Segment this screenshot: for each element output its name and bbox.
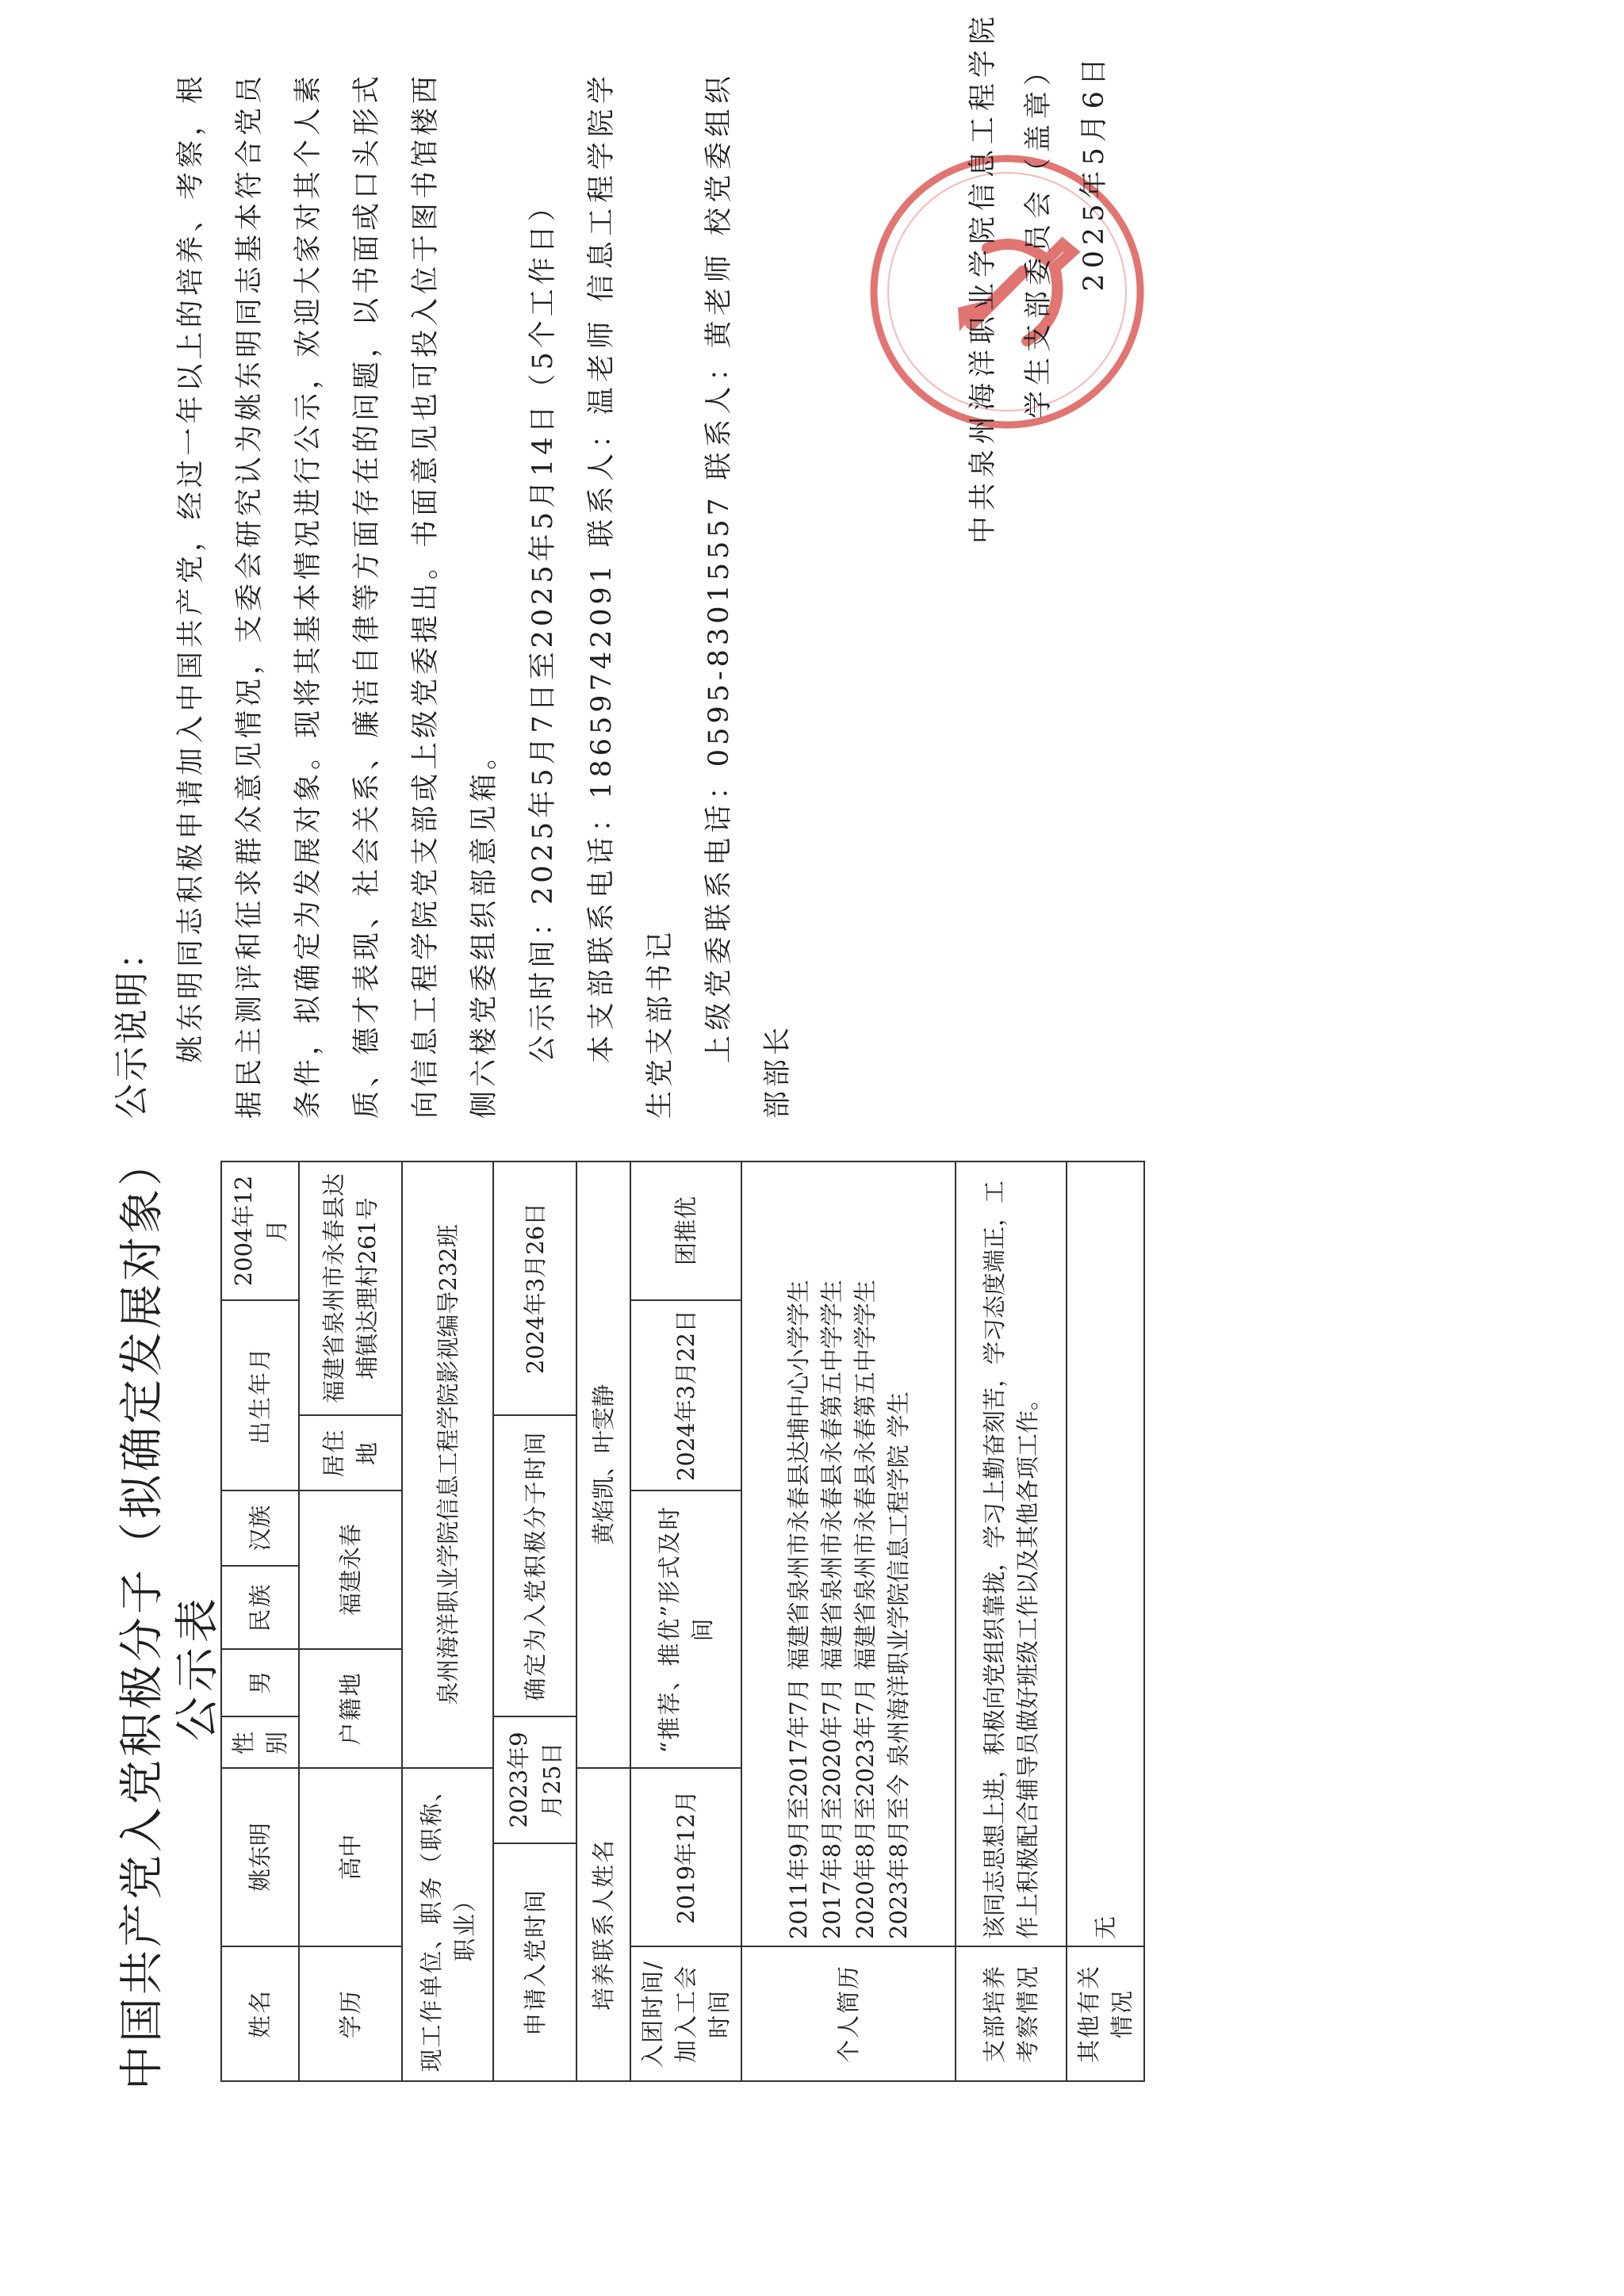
hukou-label: 户籍地 bbox=[299, 1649, 402, 1768]
table-row bbox=[493, 1161, 576, 2081]
gender-label: 性别 bbox=[221, 1716, 299, 1768]
table-row bbox=[956, 1161, 1067, 2081]
upper-contact: 上级党委联系电话：0595-83015557 联系人：黄老师 校党委组织部部长 bbox=[703, 72, 794, 1119]
resume-line: 2020年8月至2023年7月 福建省泉州市永春县永春第五中学学生 bbox=[852, 1280, 879, 1939]
education-value: 高中 bbox=[299, 1768, 402, 1946]
recommend-label: “推荐、推优”形式及时间 bbox=[630, 1490, 741, 1768]
signature-committee: 学生支部委员会（盖章） bbox=[1023, 52, 1055, 419]
name-label: 姓名 bbox=[221, 1946, 299, 2081]
resume-line: 2017年8月至2020年7月 福建省泉州市永春县永春第五中学学生 bbox=[818, 1280, 846, 1939]
training-value: 该同志思想上进，积极向党组织靠拢，学习上勤奋刻苦，学习态度端正，工作上积极配合辅导员做好班级工作以及其他各项工作。 bbox=[956, 1161, 1067, 1946]
residence-label: 居住地 bbox=[299, 1415, 402, 1490]
resume-line: 2011年9月至2017年7月 福建省泉州市永春县达埔中心小学学生 bbox=[785, 1280, 813, 1939]
branch-contact: 本支部联系电话：18659742091 联系人：温老师 信息工程学院学生党支部书记 bbox=[586, 72, 676, 1119]
activist-time-label: 确定为入党积极分子时间 bbox=[493, 1415, 576, 1716]
resume-line: 2023年8月至今 泉州海洋职业学院信息工程学院 学生 bbox=[885, 1391, 913, 1939]
table-row bbox=[741, 1161, 956, 2081]
birth-value: 2004年12月 bbox=[221, 1161, 299, 1300]
notice-section bbox=[103, 72, 807, 1119]
table-row bbox=[299, 1161, 402, 2081]
table-row bbox=[630, 1161, 741, 2081]
notice-title: 公示说明： bbox=[112, 932, 152, 1119]
apply-time-value: 2023年9月25日 bbox=[493, 1716, 576, 1843]
table-row bbox=[1067, 1161, 1144, 2081]
ethnicity-label: 民族 bbox=[221, 1566, 299, 1649]
name-value: 姚东明 bbox=[221, 1768, 299, 1946]
ethnicity-value: 汉族 bbox=[221, 1490, 299, 1566]
page-subtitle: 公示表 bbox=[172, 1594, 224, 1741]
work-label: 现工作单位、职务（职称、职业） bbox=[402, 1768, 493, 2081]
page-title: 中国共产党入党积极分子（拟确定发展对象） bbox=[117, 1138, 168, 2090]
signature-date: 2025年5月6日 bbox=[1078, 52, 1110, 292]
table-row bbox=[402, 1161, 493, 2081]
recommend-type: 团推优 bbox=[630, 1161, 741, 1300]
other-label: 其他有关情况 bbox=[1067, 1946, 1144, 2081]
birth-label: 出生年月 bbox=[221, 1300, 299, 1490]
education-label: 学历 bbox=[299, 1946, 402, 2081]
activist-time-value: 2024年3月26日 bbox=[493, 1161, 576, 1415]
apply-time-label: 申请入党时间 bbox=[493, 1843, 576, 2081]
recommend-date: 2024年3月22日 bbox=[630, 1300, 741, 1490]
training-label: 支部培养考察情况 bbox=[956, 1946, 1067, 2081]
notice-body: 姚东明同志积极申请加入中国共产党，经过一年以上的培养、考察，根据民主测评和征求群众意见情况，支委会研究认为姚东明同志基本符合党员条件，拟确定为发展对象。现将其基本情况进行公示，欢迎大家对其个人素质、德才表现、社会关系、廉洁自律等方面存在的问题，以书面或口头形式向信息工程学院党支部或上级党委提出。书面意见也可投入位于图书馆楼西侧六楼党委组织部意见箱。 bbox=[175, 71, 500, 1119]
signature-block bbox=[956, 10, 1122, 544]
info-table bbox=[220, 1161, 1145, 2082]
other-value: 无 bbox=[1067, 1161, 1144, 1946]
league-time-label: 入团时间/加入工会时间 bbox=[630, 1946, 741, 2081]
residence-value: 福建省泉州市永春县达埔镇达理村261号 bbox=[299, 1161, 402, 1415]
work-value: 泉州海洋职业学院信息工程学院影视编导232班 bbox=[402, 1161, 493, 1768]
notice-period: 公示时间：2025年5月7日至2025年5月14日（5个工作日） bbox=[527, 189, 559, 1063]
gender-value: 男 bbox=[221, 1649, 299, 1716]
league-time-value: 2019年12月 bbox=[630, 1768, 741, 1946]
signature-org: 中共泉州海洋职业学院信息工程学院 bbox=[967, 10, 999, 544]
hukou-value: 福建永春 bbox=[299, 1490, 402, 1649]
contacts-label: 培养联系人姓名 bbox=[576, 1768, 630, 2081]
table-row bbox=[221, 1161, 299, 2081]
resume-label: 个人简历 bbox=[741, 1946, 956, 2081]
resume-list bbox=[741, 1161, 956, 1946]
contacts-value: 黄焰凯、叶雯静 bbox=[576, 1161, 630, 1768]
table-row bbox=[576, 1161, 630, 2081]
